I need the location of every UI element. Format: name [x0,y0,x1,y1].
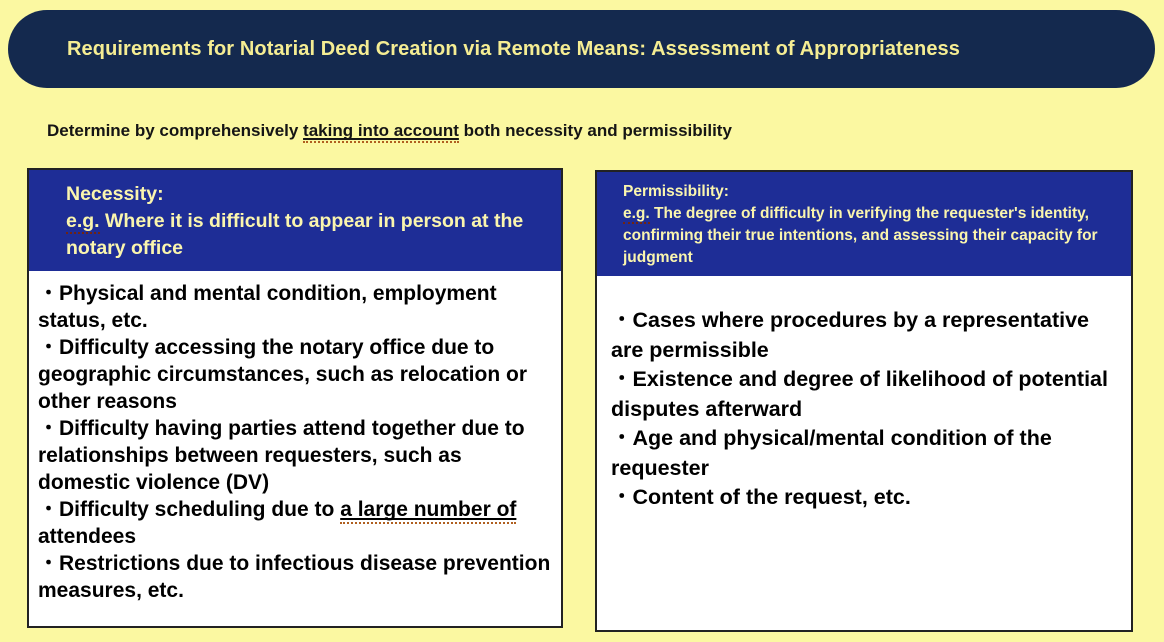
permissibility-panel [595,170,1133,632]
necessity-panel-body [29,271,561,626]
permissibility-eg-abbrev: e.g. [623,205,650,222]
list-item-text-post: attendees [38,525,137,548]
subtitle-text-pre: Determine by comprehensively [47,121,304,140]
permissibility-example [623,203,1119,269]
list-item: ・Age and physical/mental condition of the requester [611,426,1052,480]
necessity-heading: Necessity: [66,183,164,205]
permissibility-panel-header [597,172,1131,276]
list-item: ・Existence and degree of likelihood of potential disputes afterward [611,367,1108,421]
necessity-example [66,208,551,262]
list-item: ・Restrictions due to infectious disease prevention measures, etc. [38,552,551,602]
subtitle-underlined-phrase: taking into account [303,121,459,143]
list-item: ・Cases where procedures by a representative are permissible [611,308,1089,362]
necessity-eg-text: Where it is difficult to appear in person at the notary office [66,210,524,259]
necessity-eg-abbrev: e.g. [66,210,100,232]
list-item: ・Difficulty having parties attend together due to relationships between requesters, such as domestic violence (DV) [38,417,525,494]
list-item: ・Content of the request, etc. [611,485,911,509]
list-item-underlined-phrase: a large number of [340,498,516,524]
list-item [38,496,553,550]
list-item-text-pre: ・Difficulty scheduling due to [38,498,341,521]
page-title: Requirements for Notarial Deed Creation via Remote Means: Assessment of Appropriateness [67,37,961,60]
necessity-panel-header [29,170,561,271]
necessity-panel [27,168,563,628]
title-banner [8,10,1155,88]
permissibility-heading: Permissibility: [623,183,729,200]
subtitle-text-post: both necessity and permissibility [458,121,732,140]
subtitle [47,121,732,141]
permissibility-panel-body [597,276,1131,630]
permissibility-eg-text: The degree of difficulty in verifying the requester's identity, confirming their true intentions, and assessing their capacity for judgment [623,205,1098,266]
list-item: ・Difficulty accessing the notary office due to geographic circumstances, such as relocation or other reasons [38,336,527,413]
list-item: ・Physical and mental condition, employment status, etc. [38,282,497,332]
